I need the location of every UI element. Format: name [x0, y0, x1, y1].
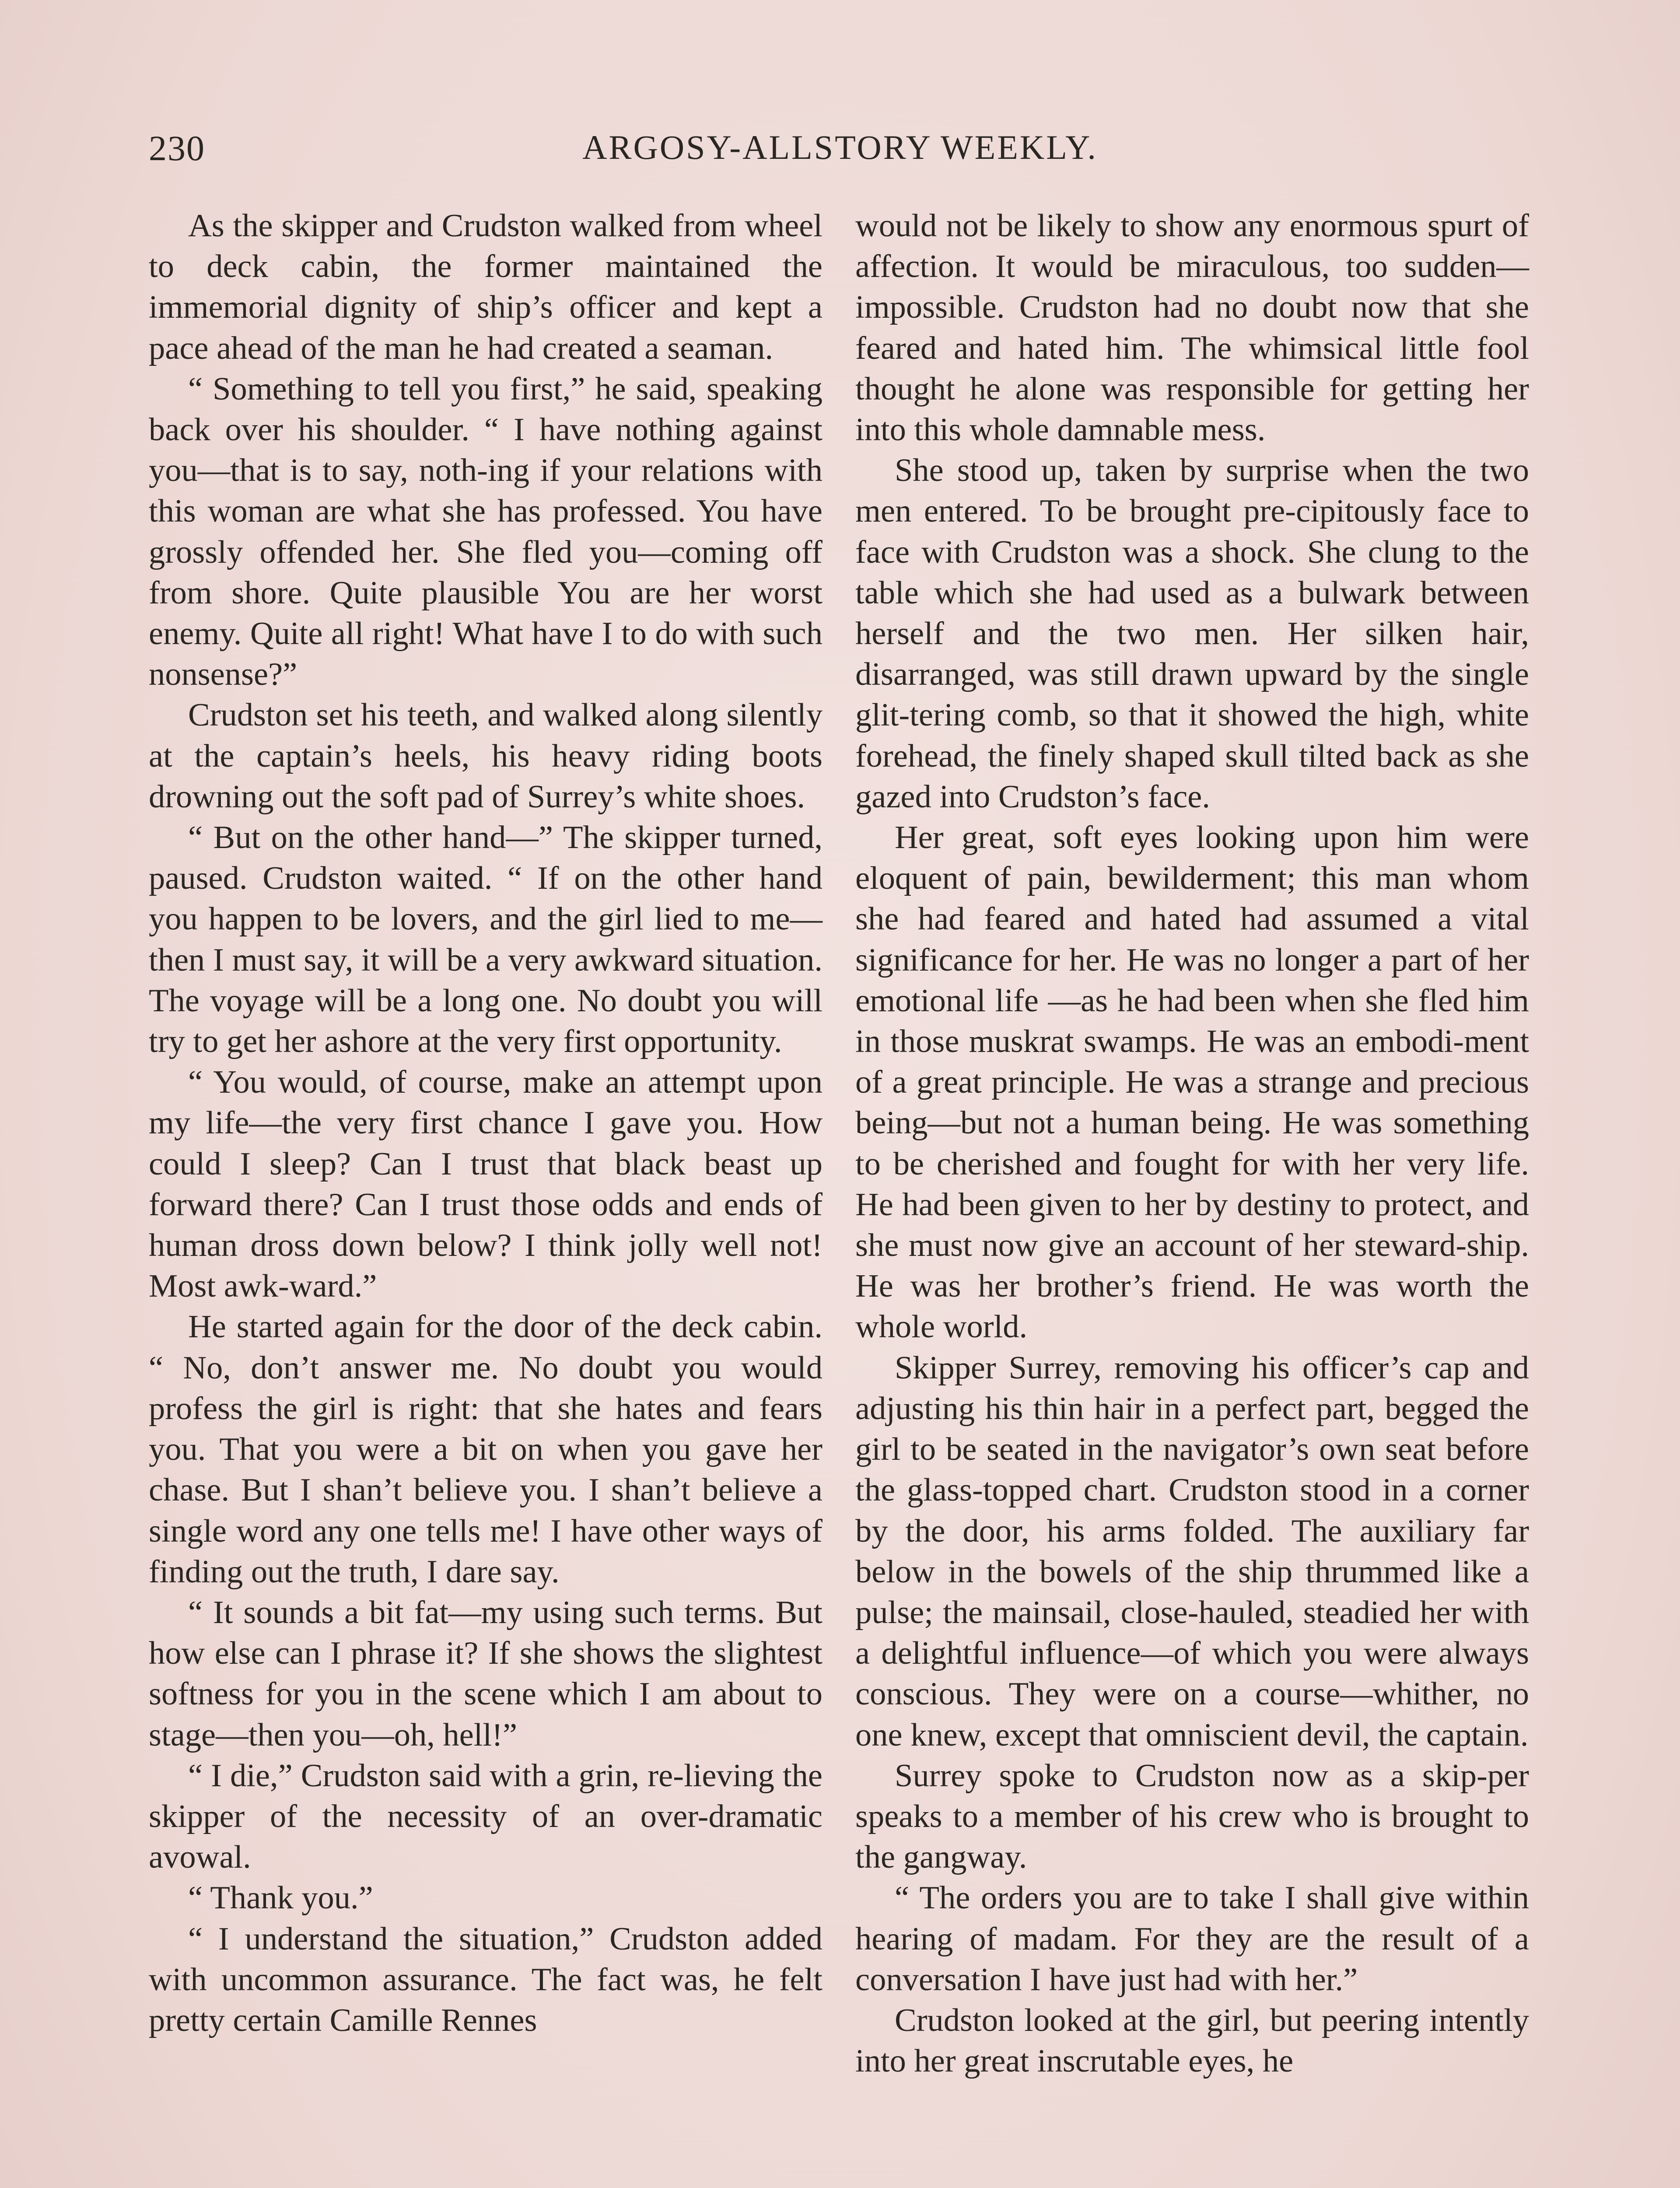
- paragraph: Her great, soft eyes looking upon him were eloquent of pain, bewilderment; this man whom she had feared and hated had assumed a vital significance for her. He was no longer a part of her emotional life —as he had been when she fled him in those muskrat swamps. He was an embodi-ment of a great principle. He was a strange and precious being—but not a human being. He was something to be cherished and fought for with her very life. He had been given to her by destiny to protect, and she must now give an account of her steward-ship. He was her brother’s friend. He was worth the whole world.: [855, 820, 1529, 1345]
- paragraph: “ I understand the situation,” Crudston added with uncommon assurance. The fact was, he felt pretty certain Camille Rennes: [149, 1921, 822, 2038]
- paragraph: “ I die,” Crudston said with a grin, re-lieving the skipper of the necessity of an over-dramatic avowal.: [149, 1757, 822, 1876]
- paragraph: As the skipper and Crudston walked from wheel to deck cabin, the former maintained the immemorial dignity of ship’s officer and kept a pace ahead of the man he had created a seaman.: [149, 208, 822, 366]
- paragraph: “ It sounds a bit fat—my using such terms. But how else can I phrase it? If she shows the slightest softness for you in the scene which I am about to stage—then you—oh, hell!”: [149, 1594, 822, 1753]
- paragraph: “ Something to tell you first,” he said, speaking back over his shoulder. “ I have nothing against you—that is to say, noth-ing if your relations with this woman are what she has professed. You have grossly offended her. She fled you—coming off from shore. Quite plausible You are her worst enemy. Quite all right! What have I to do with such nonsense?”: [149, 371, 822, 693]
- paragraph-continued: would not be likely to show any enormous spurt of affection. It would be miraculous, too sudden—impossible. Crudston had no doubt now that she feared and hated him. The whimsical little fool thought he alone was responsible for getting her into this whole damnable mess.: [855, 208, 1529, 448]
- paragraph: Surrey spoke to Crudston now as a skip-per speaks to a member of his crew who is brought to the gangway.: [855, 1757, 1529, 1876]
- paragraph: “ The orders you are to take I shall give within hearing of madam. For they are the result of a conversation I have just had with her.”: [855, 1880, 1529, 1998]
- paragraph: “ You would, of course, make an attempt upon my life—the very first chance I gave you. How could I sleep? Can I trust that black beast up forward there? Can I trust those odds and ends of human dross down below? I think jolly well not! Most awk-ward.”: [149, 1064, 822, 1304]
- paragraph: Skipper Surrey, removing his officer’s cap and adjusting his thin hair in a perfect part, begged the girl to be seated in the navigator’s own seat before the glass-topped chart. Crudston stood in a corner by the door, his arms folded. The auxiliary far below in the bowels of the ship thrummed like a pulse; the mainsail, close-hauled, steadied her with a delightful influence—of which you were always conscious. They were on a course—whither, no one knew, except that omniscient devil, the captain.: [855, 1350, 1529, 1753]
- running-title: ARGOSY-ALLSTORY WEEKLY.: [582, 128, 1098, 166]
- paragraph: He started again for the door of the deck cabin. “ No, don’t answer me. No doubt you would profess the girl is right: that she hates and fears you. That you were a bit on when you gave her chase. But I shan’t believe you. I shan’t believe a single word any one tells me! I have other ways of finding out the truth, I dare say.: [149, 1309, 822, 1590]
- page-number: 230: [149, 128, 205, 168]
- left-column: [149, 206, 822, 2041]
- paragraph: “ Thank you.”: [188, 1880, 373, 1916]
- paragraph: She stood up, taken by surprise when the two men entered. To be brought pre-cipitously face to face with Crudston was a shock. She clung to the table which she had used as a bulwark between herself and the two men. Her silken hair, disarranged, was still drawn upward by the single glit-tering comb, so that it showed the high, white forehead, the finely shaped skull tilted back as she gazed into Crudston’s face.: [855, 452, 1529, 815]
- page-header: [149, 128, 1531, 176]
- paragraph: Crudston set his teeth, and walked along silently at the captain’s heels, his heavy riding boots drowning out the soft pad of Surrey’s white shoes.: [149, 697, 822, 815]
- paragraph: “ But on the other hand—” The skipper turned, paused. Crudston waited. “ If on the other hand you happen to be lovers, and the girl lied to me—then I must say, it will be a very awkward situation. The voyage will be a long one. No doubt you will try to get her ashore at the very first opportunity.: [149, 820, 822, 1060]
- paragraph: Crudston looked at the girl, but peering intently into her great inscrutable eyes, he: [855, 2002, 1529, 2079]
- right-column: [855, 206, 1529, 2082]
